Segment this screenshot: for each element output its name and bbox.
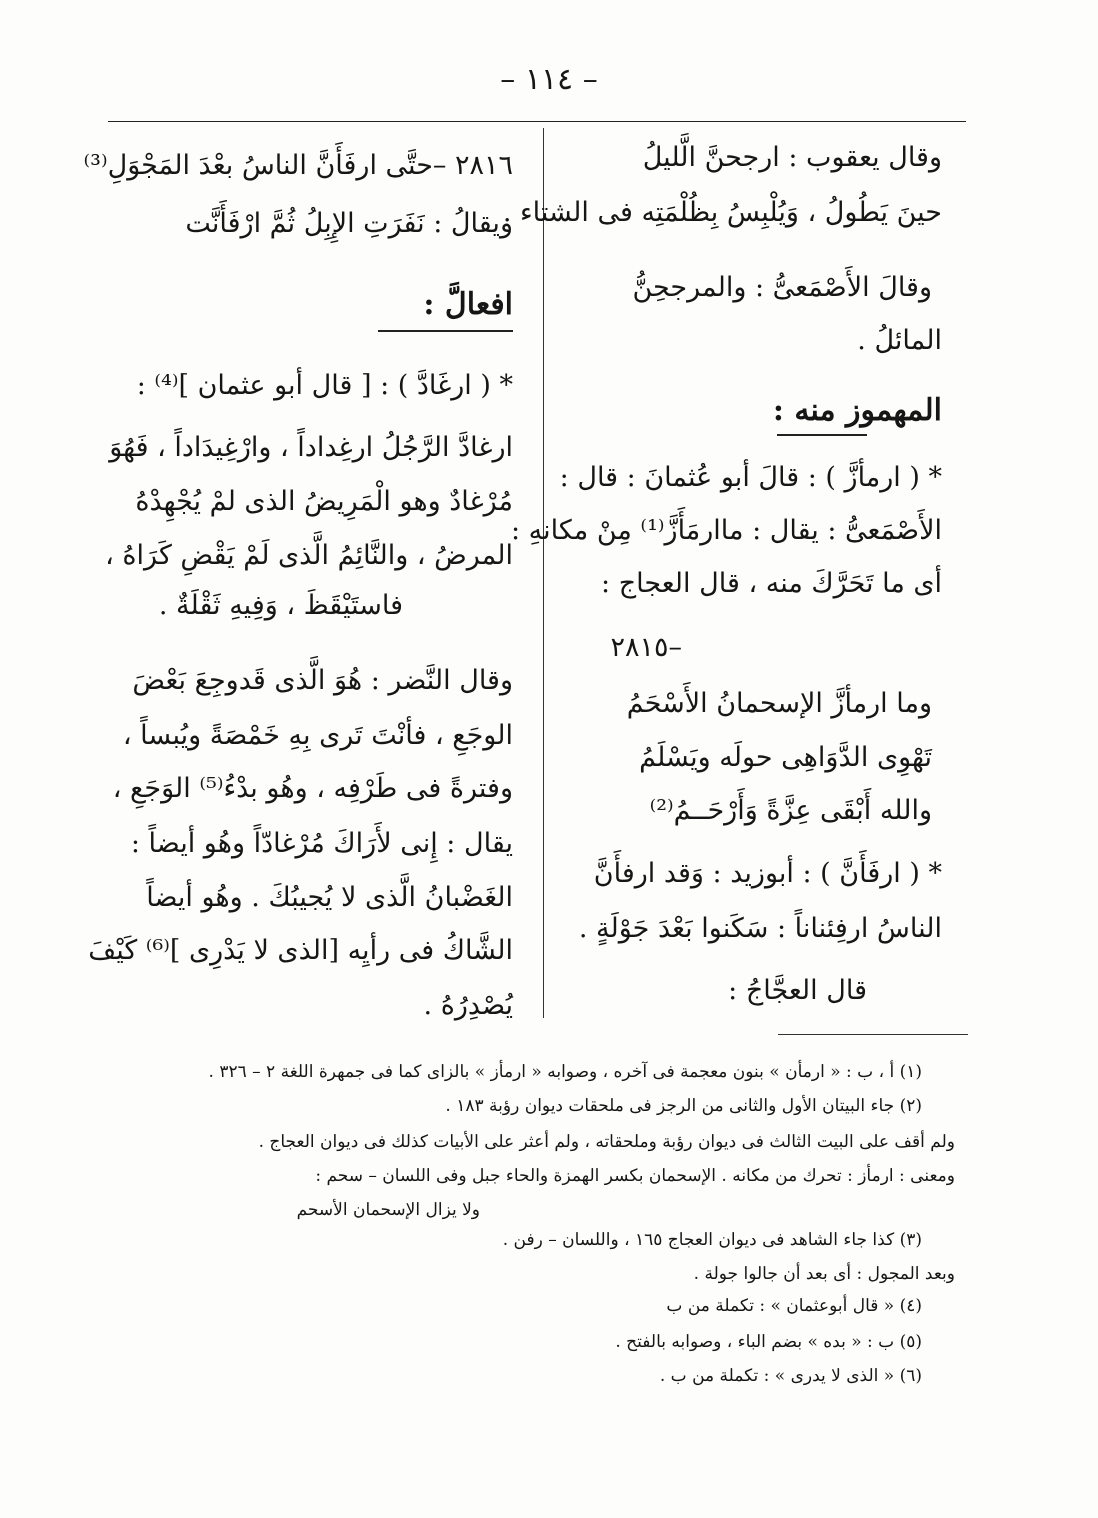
footnote: (٣) كذا جاء الشاهد فى ديوان العجاج ١٦٥ ، واللسان – رفن . [502, 1230, 922, 1250]
footnote: ولم أقف على البيت الثالث فى ديوان رؤبة وملحقاته ، ولم أعثر على الأبيات كذلك فى ديوان العجاج . [258, 1132, 955, 1152]
text-line: الأَصْمَعىُّ : يقال : ماارمَأَزَّ⁽¹⁾ مِنْ مكانهِ : [510, 515, 942, 546]
footnote-rule [778, 1034, 968, 1035]
footnote: ومعنى : ارمأز : تحرك من مكانه . الإسحمان بكسر الهمزة والحاء جبل وفى اللسان – سحم : [315, 1166, 955, 1186]
text-line: يقال : إِنى لأَرَاكَ مُرْغادّاً وهُو أيضاً : [130, 828, 513, 859]
text-line: قال العجَّاجُ : [728, 975, 867, 1006]
text-line: المائلُ . [857, 325, 942, 356]
text-line: وقال يعقوب : ارجحنَّ الَّليلُ [642, 142, 942, 173]
section-heading: المهموز منه : [772, 393, 942, 428]
text-line: * ( ارفَأَنَّ ) : أبوزيد : وَقد ارفأَنَّ [593, 858, 942, 889]
text-line: وفترةً فى طَرْفِه ، وهُو بدْءُ⁽⁵⁾ الوَجَعِ ، [112, 773, 513, 804]
footnote: (٤) « قال أبوعثمان » : تكملة من ب [666, 1296, 922, 1316]
text-line: * ( ارمأزَّ ) : قالَ أبو عُثمانَ : قال : [559, 462, 942, 493]
footnote: (٥) ب : « بده » بضم الباء ، وصوابه بالفتح . [615, 1332, 922, 1352]
footnote: ولا يزال الإسحمان الأسحم [296, 1200, 480, 1220]
text-line: الشَّاكُ فى رأيِه [الذى لا يَدْرِى ]⁽⁶⁾ كَيْفَ [88, 935, 513, 966]
verse-number: –٢٨١٥ [610, 632, 682, 663]
verse-line: والله أَبْقَى عِزَّةً وَأَرْحَــمُ⁽²⁾ [649, 795, 932, 826]
page-number: – ١١٤ – [500, 62, 598, 97]
text-line: يُصْدِرُهُ . [423, 990, 513, 1021]
section-heading: افعالَّ : [423, 287, 513, 322]
heading-underline [777, 434, 867, 436]
footnote: (١) أ ، ب : « ارمأن » بنون معجمة فى آخره ، وصوابه « ارمأز » بالزاى كما فى جمهرة اللغة ٢ – ٣٢٦ . [208, 1062, 922, 1082]
top-rule [108, 121, 966, 122]
column-divider [543, 128, 544, 1018]
text-line: * ( ارغَادَّ ) : [ قال أبو عثمان ]⁽⁴⁾ : [136, 370, 513, 401]
text-line: الوجَعِ ، فأنْتَ تَرى بِهِ خَمْصَةً ويُبساً ، [122, 720, 513, 751]
verse-line: تَهْوِى الدَّوَاهِى حولَه ويَسْلَمُ [639, 742, 932, 773]
text-line: فاستَيْقَظَ ، وَفِيهِ ثَقْلَةٌ . [158, 590, 403, 621]
verse-line: وما ارمأزَّ الإسحمانُ الأَسْحَمُ [626, 688, 932, 719]
text-line: أى ما تَحَرَّكَ منه ، قال العجاج : [601, 568, 942, 599]
heading-underline [378, 330, 513, 332]
footnote: وبعد المجول : أى بعد أن جالوا جولة . [693, 1264, 955, 1284]
text-line: ويقالُ : نَفَرَتِ الإِبِلُ ثُمَّ ارْفَأَنَّت [185, 208, 513, 239]
text-line: الغَضْبانُ الَّذى لا يُجيبُكَ . وهُو أيضاً [146, 882, 513, 913]
text-line: مُرْغادٌ وهو الْمَرِيضُ الذى لمْ يُجْهِدْهُ [135, 486, 513, 517]
text-line: وقال النَّضر : هُوَ الَّذى قَدوجِعَ بَعْضَ [132, 665, 513, 696]
text-line: ارغادَّ الرَّجُلُ ارغِداداً ، وارْغِيدَاداً ، فَهُوَ [109, 432, 513, 463]
footnote: (٢) جاء البيتان الأول والثانى من الرجز فى ملحقات ديوان رؤبة ١٨٣ . [445, 1096, 922, 1116]
verse-line: ٢٨١٦ –حتَّى ارفَأَنَّ الناسُ بعْدَ المَجْوَلِ⁽³⁾ [83, 150, 513, 181]
text-line: حينَ يَطُولُ ، وَيُلْبِسُ بِظُلْمَتِه فى الشتاء . [502, 197, 942, 228]
footnote: (٦) « الذى لا يدرى » : تكملة من ب . [659, 1366, 922, 1386]
text-line: وقالَ الأَصْمَعىُّ : والمرجحِنُّ [632, 272, 932, 303]
text-line: المرضُ ، والنَّائِمُ الَّذى لَمْ يَقْضِ كَرَاهُ ، [105, 540, 513, 571]
text-line: الناسُ ارفِئناناً : سَكَنوا بَعْدَ جَوْلَةٍ . [578, 913, 942, 944]
